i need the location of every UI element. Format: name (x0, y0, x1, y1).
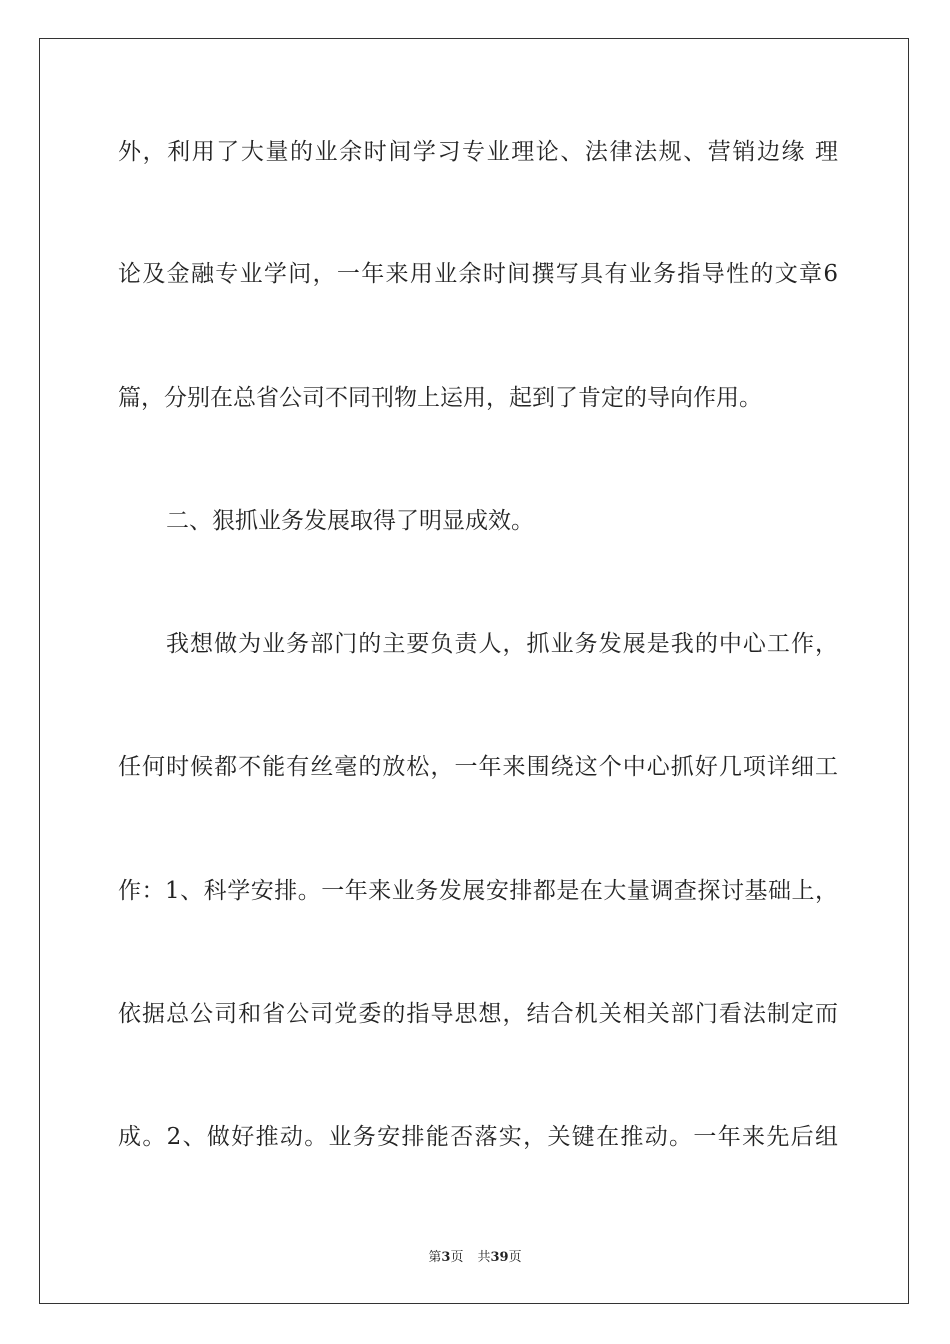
body-text-line: 任何时候都不能有丝毫的放松，一年来围绕这个中心抓好几项详细工 (118, 754, 838, 780)
total-suffix: 页 (508, 1250, 522, 1265)
body-text-line: 我想做为业务部门的主要负责人，抓业务发展是我的中心工作， (166, 631, 838, 657)
body-text-line: 作：1、科学安排。一年来业务发展安排都是在大量调查探讨基础上， (118, 878, 838, 904)
body-text-line: 论及金融专业学问，一年来用业余时间撰写具有业务指导性的文章6 (118, 261, 838, 287)
page-suffix: 页 (450, 1250, 464, 1265)
body-text-line: 外，利用了大量的业余时间学习专业理论、法律法规、营销边缘 理 (118, 139, 838, 165)
body-text-line: 篇，分别在总省公司不同刊物上运用，起到了肯定的导向作用。 (118, 385, 762, 411)
body-text-line: 依据总公司和省公司党委的指导思想，结合机关相关部门看法制定而 (118, 1001, 838, 1027)
page-prefix: 第 (428, 1250, 442, 1265)
total-pages: 39 (490, 1250, 509, 1265)
page-border (39, 38, 909, 1304)
body-text-line: 成。2、做好推动。业务安排能否落实，关键在推动。一年来先后组 (118, 1124, 838, 1150)
page-footer (0, 1246, 950, 1265)
page-number: 3 (441, 1250, 451, 1265)
total-prefix: 共 (477, 1250, 491, 1265)
section-heading: 二、狠抓业务发展取得了明显成效。 (166, 508, 534, 534)
